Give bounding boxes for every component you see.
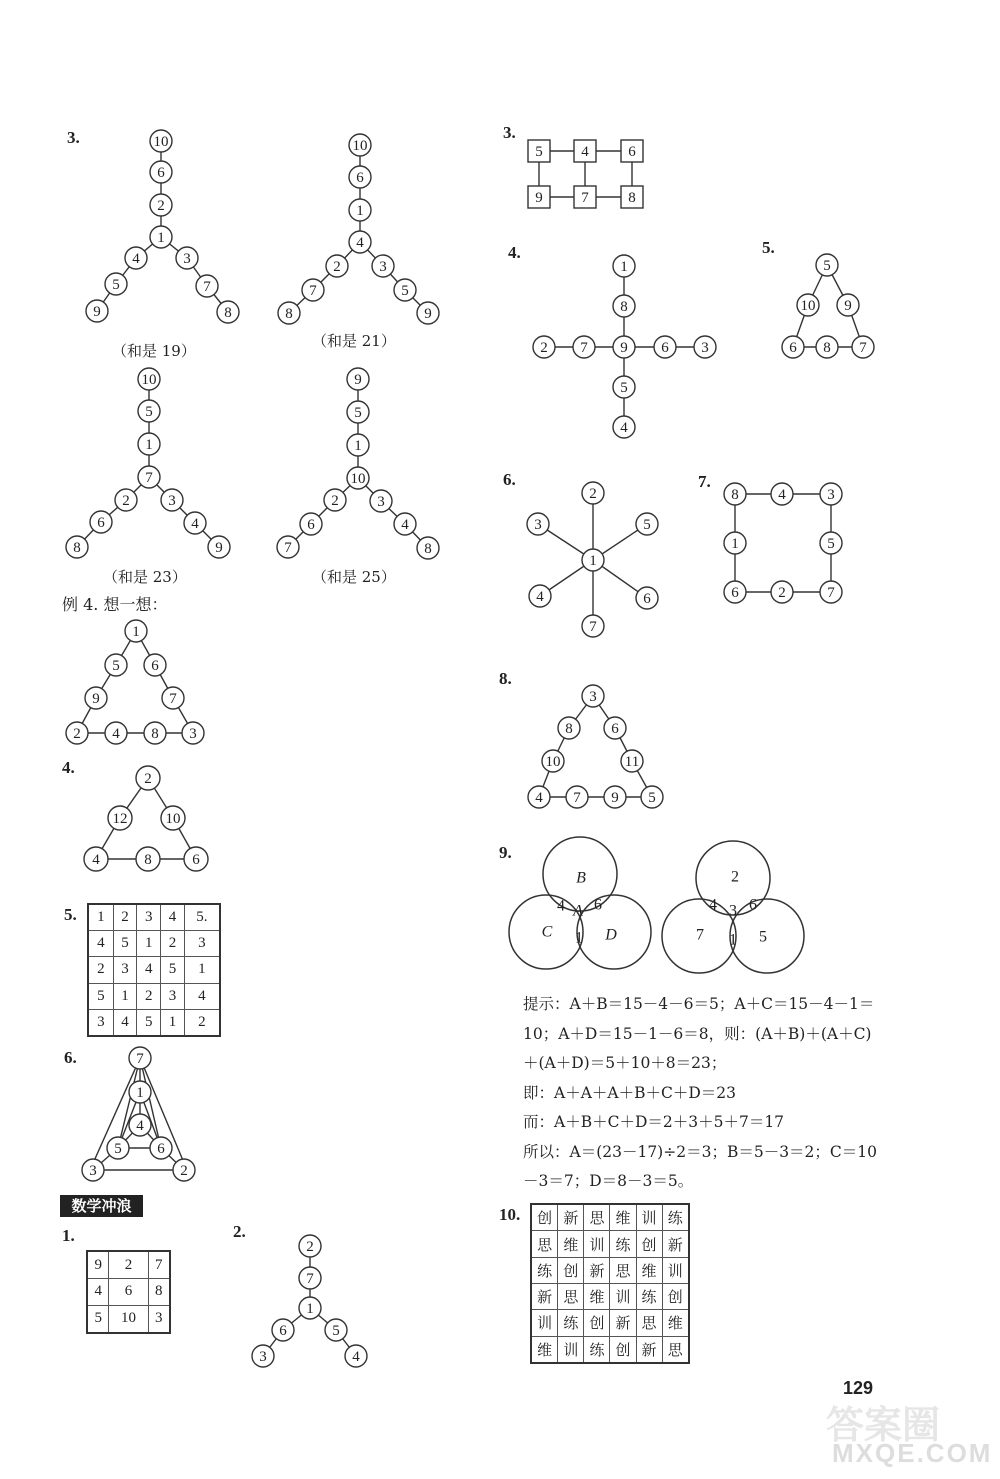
- venn-label: 6: [749, 896, 757, 914]
- node-label: 7: [145, 470, 153, 486]
- grid-cell: 训: [558, 1336, 584, 1363]
- node-label: 5: [114, 1141, 122, 1157]
- grid-cell: 练: [610, 1231, 636, 1257]
- hint-line: 而：A＋B＋C＋D＝2＋3＋5＋7＝17: [523, 1113, 785, 1131]
- node-label: 6: [151, 658, 159, 674]
- grid-cell: 9: [87, 1251, 109, 1279]
- watermark-logo-mark: 答案圈: [826, 1403, 941, 1447]
- node-label: 9: [611, 790, 619, 806]
- node-label: 2: [122, 493, 130, 509]
- node-label: 8: [731, 487, 739, 503]
- grid-row: [531, 1283, 689, 1309]
- node-label: 4: [112, 726, 120, 742]
- venn-label: D: [605, 926, 617, 944]
- grid-row: [87, 1251, 170, 1279]
- venn-label: 2: [731, 868, 739, 886]
- node-label: 6: [279, 1323, 287, 1339]
- node-label: 2: [589, 486, 597, 502]
- node-label: 8: [285, 306, 293, 322]
- node-label: 3: [168, 493, 176, 509]
- node-label: 4: [778, 487, 786, 503]
- node-label: 4: [191, 516, 199, 532]
- node-label: 3: [377, 494, 385, 510]
- caption-sum-25: （和是 25）: [312, 568, 396, 586]
- node-label: 7: [306, 1271, 314, 1287]
- problem-label-6-right: 6.: [503, 470, 516, 489]
- caption-sum-23: （和是 23）: [103, 568, 187, 586]
- venn-label: 1: [729, 931, 737, 949]
- grid-cell: 4: [87, 1279, 109, 1306]
- node-label: 10: [153, 134, 169, 150]
- node-label: 2: [333, 259, 341, 275]
- grid-cell: 5: [137, 1009, 161, 1036]
- node-label: 10: [800, 298, 816, 314]
- grid-cell: 1: [137, 931, 161, 957]
- node-label: 2: [331, 493, 339, 509]
- node-label: 1: [620, 259, 628, 275]
- node-label: 2: [73, 726, 81, 742]
- node-label: 1: [157, 230, 165, 246]
- node-label: 1: [132, 624, 140, 640]
- problem-label-8-right: 8.: [499, 669, 512, 688]
- watermark-logo: [820, 1398, 992, 1468]
- grid-cell: 维: [610, 1204, 636, 1231]
- problem-label-7-right: 7.: [698, 472, 711, 491]
- venn-label: C: [541, 923, 553, 941]
- node-label: 6: [157, 165, 165, 181]
- node-label: 5: [332, 1323, 340, 1339]
- hint-line: 所以：A＝(23－17)÷2＝3；B＝5－3＝2；C＝10: [523, 1142, 878, 1161]
- node-label: 7: [859, 340, 867, 356]
- node-label: 7: [581, 190, 589, 206]
- grid-cell: 5: [87, 1305, 109, 1333]
- grid-cell: 维: [662, 1310, 689, 1336]
- grid-cell: 创: [531, 1204, 558, 1231]
- grid-cell: 3: [161, 983, 185, 1009]
- venn-label: 6: [594, 896, 602, 914]
- grid-cell: 7: [148, 1251, 170, 1279]
- node-label: 8: [565, 721, 573, 737]
- grid-cell: 创: [662, 1283, 689, 1309]
- grid-cell: 练: [584, 1336, 610, 1363]
- node-label: 6: [356, 170, 364, 186]
- node-label: 10: [545, 754, 561, 770]
- node-label: 7: [203, 279, 211, 295]
- problem-label-4-right: 4.: [508, 243, 521, 262]
- grid-cell: 5: [113, 931, 137, 957]
- hint-line: 10；A＋D＝15－1－6＝8，则：(A＋B)＋(A＋C): [523, 1024, 872, 1043]
- problem-label-2-surf: 2.: [233, 1222, 246, 1241]
- node-label: 9: [215, 540, 223, 556]
- example-4-heading: 例 4. 想一想：: [62, 595, 168, 614]
- grid-cell: 新: [662, 1231, 689, 1257]
- node-label: 8: [823, 340, 831, 356]
- node-label: 4: [92, 852, 100, 868]
- node-label: 3: [183, 251, 191, 267]
- node-label: 6: [789, 340, 797, 356]
- watermark-site-text: MXQE.COM: [832, 1438, 993, 1468]
- grid-cell: 思: [662, 1336, 689, 1363]
- grid-row: [531, 1310, 689, 1336]
- venn-label: 7: [696, 926, 704, 944]
- node-label: 5: [535, 144, 543, 160]
- problem-label-3-left: 3.: [67, 128, 80, 147]
- grid-cell: 创: [584, 1310, 610, 1336]
- grid-5x5: [87, 903, 221, 1037]
- node-label: 4: [581, 144, 589, 160]
- node-label: 4: [136, 1118, 144, 1134]
- node-label: 3: [259, 1349, 267, 1365]
- grid-row: [87, 1279, 170, 1306]
- grid-cell: 练: [662, 1204, 689, 1231]
- node-label: 1: [136, 1085, 144, 1101]
- venn-label: B: [576, 869, 586, 887]
- venn-label: A: [573, 902, 583, 920]
- grid-cell: 维: [531, 1336, 558, 1363]
- node-label: 8: [424, 541, 432, 557]
- node-label: 3: [589, 689, 597, 705]
- page-number: 129: [843, 1378, 874, 1398]
- node-label: 5: [401, 283, 409, 299]
- grid-cell: 3: [88, 1009, 113, 1036]
- grid-cell: 4: [137, 957, 161, 983]
- caption-sum-19: （和是 19）: [112, 342, 196, 360]
- node-label: 6: [643, 591, 651, 607]
- node-label: 3: [827, 487, 835, 503]
- grid-cell: 5.: [184, 904, 220, 931]
- node-label: 2: [144, 771, 152, 787]
- node-label: 4: [620, 420, 628, 436]
- grid-cell: 思: [584, 1204, 610, 1231]
- node-label: 5: [823, 258, 831, 274]
- node-label: 6: [611, 721, 619, 737]
- node-label: 7: [580, 340, 588, 356]
- problem-label-6-left: 6.: [64, 1048, 77, 1067]
- grid-cell: 6: [109, 1279, 148, 1306]
- grid-cell: 2: [137, 983, 161, 1009]
- grid-cell: 2: [109, 1251, 148, 1279]
- problem-label-10-right: 10.: [499, 1205, 521, 1224]
- grid-row: [531, 1231, 689, 1257]
- grid-cell: 4: [113, 1009, 137, 1036]
- grid-cell: 练: [531, 1257, 558, 1283]
- grid-cell: 思: [531, 1231, 558, 1257]
- grid-row: [531, 1257, 689, 1283]
- node-label: 9: [844, 298, 852, 314]
- node-label: 7: [309, 283, 317, 299]
- node-label: 5: [827, 536, 835, 552]
- node-label: 8: [628, 190, 636, 206]
- node-label: 9: [424, 306, 432, 322]
- node-label: 1: [306, 1301, 314, 1317]
- problem-label-5-right: 5.: [762, 238, 775, 257]
- node-label: 4: [401, 517, 409, 533]
- node-label: 7: [589, 619, 597, 635]
- node-label: 1: [731, 536, 739, 552]
- grid-6x6-characters: [530, 1203, 690, 1364]
- node-label: 9: [354, 372, 362, 388]
- hint-line: －3＝7；D＝8－3＝5。: [523, 1172, 694, 1190]
- node-label: 4: [356, 235, 364, 251]
- grid-cell: 新: [636, 1336, 662, 1363]
- grid-cell: 维: [584, 1283, 610, 1309]
- node-label: 1: [354, 438, 362, 454]
- node-label: 6: [97, 515, 105, 531]
- grid-row: [531, 1204, 689, 1231]
- grid-3x3: [86, 1250, 171, 1334]
- node-label: 5: [643, 517, 651, 533]
- grid-row: [87, 1305, 170, 1333]
- problem-label-1-surf: 1.: [62, 1226, 75, 1245]
- node-label: 5: [112, 658, 120, 674]
- problem-label-5-left: 5.: [64, 905, 77, 924]
- grid-cell: 3: [148, 1305, 170, 1333]
- grid-row: [88, 904, 220, 931]
- node-label: 8: [144, 852, 152, 868]
- node-label: 2: [778, 585, 786, 601]
- grid-cell: 1: [88, 904, 113, 931]
- grid-cell: 2: [161, 931, 185, 957]
- node-label: 9: [620, 340, 628, 356]
- node-label: 6: [157, 1141, 165, 1157]
- grid-cell: 1: [184, 957, 220, 983]
- node-label: 4: [132, 251, 140, 267]
- grid-cell: 新: [558, 1204, 584, 1231]
- node-label: 6: [731, 585, 739, 601]
- grid-cell: 练: [636, 1283, 662, 1309]
- grid-cell: 练: [558, 1310, 584, 1336]
- grid-cell: 4: [88, 931, 113, 957]
- math-surf-banner: 数学冲浪: [60, 1195, 143, 1217]
- grid-cell: 5: [161, 957, 185, 983]
- node-label: 1: [356, 203, 364, 219]
- problem-label-3-right: 3.: [503, 123, 516, 142]
- grid-cell: 3: [184, 931, 220, 957]
- node-label: 4: [352, 1349, 360, 1365]
- grid-cell: 训: [531, 1310, 558, 1336]
- node-label: 5: [112, 277, 120, 293]
- node-label: 9: [93, 304, 101, 320]
- grid-cell: 2: [88, 957, 113, 983]
- grid-cell: 新: [531, 1283, 558, 1309]
- grid-cell: 维: [558, 1231, 584, 1257]
- node-label: 6: [661, 340, 669, 356]
- grid-row: [88, 957, 220, 983]
- venn-circle: [730, 896, 804, 973]
- grid-cell: 训: [636, 1204, 662, 1231]
- node-label: 7: [573, 790, 581, 806]
- venn-label: 5: [759, 928, 767, 946]
- grid-cell: 2: [184, 1009, 220, 1036]
- grid-cell: 1: [113, 983, 137, 1009]
- grid-cell: 训: [584, 1231, 610, 1257]
- grid-cell: 训: [662, 1257, 689, 1283]
- venn-label: 1: [575, 929, 583, 947]
- node-label: 8: [151, 726, 159, 742]
- node-label: 10: [141, 372, 157, 388]
- grid-cell: 思: [610, 1257, 636, 1283]
- node-label: 3: [534, 517, 542, 533]
- node-label: 5: [620, 380, 628, 396]
- node-label: 7: [827, 585, 835, 601]
- node-label: 9: [535, 190, 543, 206]
- node-label: 10: [350, 471, 366, 487]
- problem-label-9-right: 9.: [499, 843, 512, 862]
- grid-cell: 8: [148, 1279, 170, 1306]
- grid-cell: 新: [584, 1257, 610, 1283]
- grid-cell: 创: [636, 1231, 662, 1257]
- node-label: 2: [180, 1163, 188, 1179]
- node-label: 5: [145, 404, 153, 420]
- grid-cell: 4: [184, 983, 220, 1009]
- grid-cell: 维: [636, 1257, 662, 1283]
- grid-cell: 创: [558, 1257, 584, 1283]
- venn-label: 3: [729, 902, 737, 920]
- node-label: 11: [624, 754, 640, 770]
- node-label: 3: [379, 259, 387, 275]
- node-label: 2: [157, 198, 165, 214]
- node-label: 8: [224, 305, 232, 321]
- hint-line: ＋(A＋D)＝5＋10＋8＝23；: [523, 1054, 727, 1072]
- grid-cell: 3: [137, 904, 161, 931]
- node-label: 5: [354, 405, 362, 421]
- node-label: 6: [628, 144, 636, 160]
- grid-row: [531, 1336, 689, 1363]
- venn-label: 4: [557, 897, 565, 915]
- venn-label: 4: [709, 896, 717, 914]
- node-label: 6: [192, 852, 200, 868]
- node-label: 6: [307, 517, 315, 533]
- grid-row: [88, 1009, 220, 1036]
- hint-line: 提示：A＋B＝15－4－6＝5；A＋C＝15－4－1＝: [523, 995, 875, 1013]
- grid-row: [88, 931, 220, 957]
- node-label: 3: [89, 1163, 97, 1179]
- grid-cell: 2: [113, 904, 137, 931]
- grid-cell: 新: [610, 1310, 636, 1336]
- node-label: 4: [535, 790, 543, 806]
- node-label: 10: [165, 811, 181, 827]
- node-label: 8: [73, 540, 81, 556]
- grid-row: [88, 983, 220, 1009]
- grid-cell: 5: [88, 983, 113, 1009]
- node-label: 3: [189, 726, 197, 742]
- grid-cell: 创: [610, 1336, 636, 1363]
- node-label: 5: [648, 790, 656, 806]
- grid-cell: 训: [610, 1283, 636, 1309]
- node-label: 1: [589, 553, 597, 569]
- hint-line: 即：A＋A＋A＋B＋C＋D＝23: [523, 1083, 736, 1102]
- grid-cell: 思: [636, 1310, 662, 1336]
- node-label: 2: [540, 340, 548, 356]
- node-label: 7: [284, 540, 292, 556]
- grid-cell: 10: [109, 1305, 148, 1333]
- grid-cell: 1: [161, 1009, 185, 1036]
- node-label: 2: [306, 1239, 314, 1255]
- node-label: 7: [136, 1051, 144, 1067]
- node-label: 12: [112, 811, 128, 827]
- problem-label-4-left: 4.: [62, 758, 75, 777]
- grid-cell: 4: [161, 904, 185, 931]
- hint-text: [523, 990, 903, 1197]
- node-label: 1: [145, 437, 153, 453]
- node-label: 9: [92, 691, 100, 707]
- grid-cell: 思: [558, 1283, 584, 1309]
- grid-cell: 3: [113, 957, 137, 983]
- node-label: 7: [169, 691, 177, 707]
- caption-sum-21: （和是 21）: [312, 332, 396, 350]
- node-label: 10: [352, 138, 368, 154]
- node-label: 4: [536, 589, 544, 605]
- node-label: 8: [620, 299, 628, 315]
- node-label: 3: [701, 340, 709, 356]
